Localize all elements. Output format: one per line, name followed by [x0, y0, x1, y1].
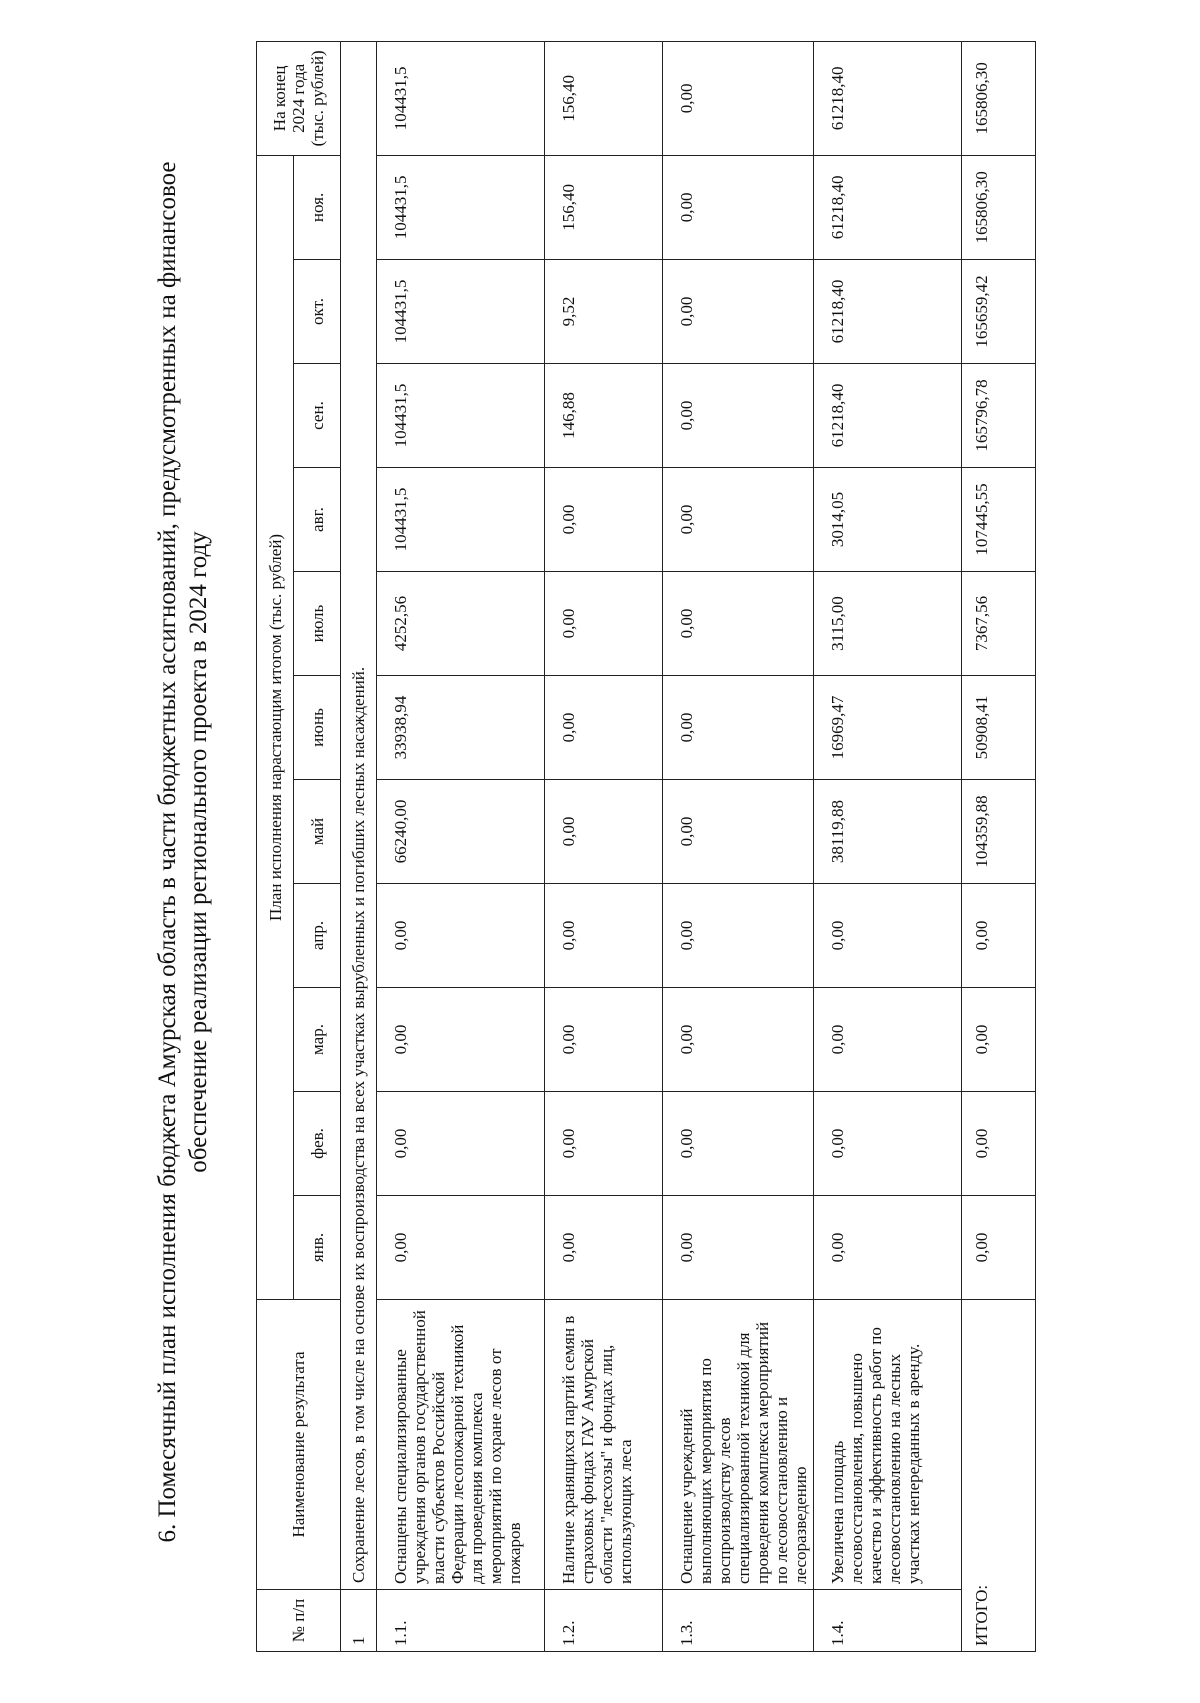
value-cell: 0,00	[545, 884, 663, 988]
value-cell: 16969,47	[814, 676, 962, 780]
value-cell: 61218,40	[814, 260, 962, 364]
header-name: Наименование результата	[257, 1300, 341, 1590]
total-value-cell: 107445,55	[962, 468, 1036, 572]
value-cell: 0,00	[814, 1092, 962, 1196]
month-header: сен.	[294, 364, 341, 468]
table-row	[545, 41, 663, 1651]
row-num: 1.2.	[545, 1590, 663, 1652]
value-cell: 156,40	[545, 155, 663, 259]
end-value-cell: 61218,40	[814, 41, 962, 155]
total-row	[962, 41, 1036, 1651]
month-header: май	[294, 780, 341, 884]
value-cell: 0,00	[545, 780, 663, 884]
value-cell: 3115,00	[814, 572, 962, 676]
value-cell: 0,00	[663, 1092, 814, 1196]
total-value-cell: 0,00	[962, 1196, 1036, 1300]
value-cell: 0,00	[663, 780, 814, 884]
value-cell: 66240,00	[377, 780, 545, 884]
table-row	[377, 41, 545, 1651]
value-cell: 0,00	[663, 572, 814, 676]
document-heading	[150, 42, 246, 1662]
value-cell: 104431,5	[377, 468, 545, 572]
table-row	[663, 41, 814, 1651]
value-cell: 0,00	[663, 468, 814, 572]
value-cell: 0,00	[377, 1092, 545, 1196]
end-value-cell: 104431,5	[377, 41, 545, 155]
rotated-page	[150, 42, 1200, 1662]
value-cell: 0,00	[377, 884, 545, 988]
month-header: ноя.	[294, 155, 341, 259]
row-name: Оснащение учреждений выполняющих мероприятия по воспроизводству лесов специализированной техникой для проведения комплекса мероприятий по лесовосстановлению и лесоразведению	[663, 1300, 814, 1590]
month-header: июль	[294, 572, 341, 676]
value-cell: 0,00	[814, 1196, 962, 1300]
value-cell: 0,00	[545, 1092, 663, 1196]
value-cell: 9,52	[545, 260, 663, 364]
value-cell: 0,00	[663, 676, 814, 780]
header-plan: План исполнения нарастающим итогом (тыс. рублей)	[257, 155, 294, 1299]
total-end-value-cell: 165806,30	[962, 41, 1036, 155]
total-value-cell: 104359,88	[962, 780, 1036, 884]
value-cell: 61218,40	[814, 364, 962, 468]
value-cell: 146,88	[545, 364, 663, 468]
value-cell: 4252,56	[377, 572, 545, 676]
value-cell: 61218,40	[814, 155, 962, 259]
total-value-cell: 7367,56	[962, 572, 1036, 676]
value-cell: 0,00	[663, 364, 814, 468]
total-value-cell: 0,00	[962, 884, 1036, 988]
end-value-cell: 0,00	[663, 41, 814, 155]
month-header: мар.	[294, 988, 341, 1092]
value-cell: 104431,5	[377, 260, 545, 364]
value-cell: 0,00	[663, 260, 814, 364]
month-header: июнь	[294, 676, 341, 780]
total-value-cell: 165806,30	[962, 155, 1036, 259]
value-cell: 104431,5	[377, 155, 545, 259]
total-value-cell: 0,00	[962, 1092, 1036, 1196]
end-value-cell: 156,40	[545, 41, 663, 155]
month-header: фев.	[294, 1092, 341, 1196]
row-name: Оснащены специализированные учреждения органов государственной власти субъектов Российской Федерации лесопожарной техникой для проведения комплекса мероприятий по охране лесов от пожаров	[377, 1300, 545, 1590]
value-cell: 38119,88	[814, 780, 962, 884]
row-num: 1.4.	[814, 1590, 962, 1652]
total-value-cell: 165659,42	[962, 260, 1036, 364]
value-cell: 104431,5	[377, 364, 545, 468]
month-header: авг.	[294, 468, 341, 572]
row-num: 1.3.	[663, 1590, 814, 1652]
financial-plan-table	[256, 41, 1036, 1652]
value-cell: 0,00	[663, 988, 814, 1092]
value-cell: 0,00	[545, 572, 663, 676]
value-cell: 0,00	[377, 1196, 545, 1300]
total-value-cell: 50908,41	[962, 676, 1036, 780]
header-row-1	[257, 41, 294, 1651]
value-cell: 33938,94	[377, 676, 545, 780]
section-num: 1	[341, 1590, 377, 1652]
value-cell: 0,00	[663, 884, 814, 988]
section-title: Сохранение лесов, в том числе на основе их воспроизводства на всех участках вырубленных и погибших лесных насаждений.	[341, 41, 377, 1589]
heading-line-1: 6. Помесячный план исполнения бюджета Амурская область в части бюджетных ассигнований, предусмотренных на финансовое	[154, 161, 181, 1543]
header-end: На конец 2024 года (тыс. рублей)	[257, 41, 341, 155]
value-cell: 0,00	[814, 988, 962, 1092]
value-cell: 0,00	[545, 988, 663, 1092]
value-cell: 0,00	[663, 155, 814, 259]
value-cell: 0,00	[545, 1196, 663, 1300]
heading-line-2: обеспечение реализации регионального проекта в 2024 году	[185, 531, 212, 1173]
value-cell: 0,00	[545, 676, 663, 780]
value-cell: 3014,05	[814, 468, 962, 572]
table-row	[814, 41, 962, 1651]
value-cell: 0,00	[663, 1196, 814, 1300]
month-header: окт.	[294, 260, 341, 364]
total-value-cell: 165796,78	[962, 364, 1036, 468]
row-name: Увеличена площадь лесовосстановления, повышено качество и эффективность работ по лесовосстановлению на лесных участках непереданных в аренду.	[814, 1300, 962, 1590]
row-name: Наличие хранящихся партий семян в страховых фондах ГАУ Амурской области "лесхозы" и фондах лиц, использующих леса	[545, 1300, 663, 1590]
month-header: апр.	[294, 884, 341, 988]
total-value-cell: 0,00	[962, 988, 1036, 1092]
value-cell: 0,00	[377, 988, 545, 1092]
row-num: 1.1.	[377, 1590, 545, 1652]
value-cell: 0,00	[545, 468, 663, 572]
section-row	[341, 41, 377, 1651]
value-cell: 0,00	[814, 884, 962, 988]
header-num: № п/п	[257, 1590, 341, 1652]
total-label: ИТОГО:	[962, 1300, 1036, 1652]
month-header: янв.	[294, 1196, 341, 1300]
